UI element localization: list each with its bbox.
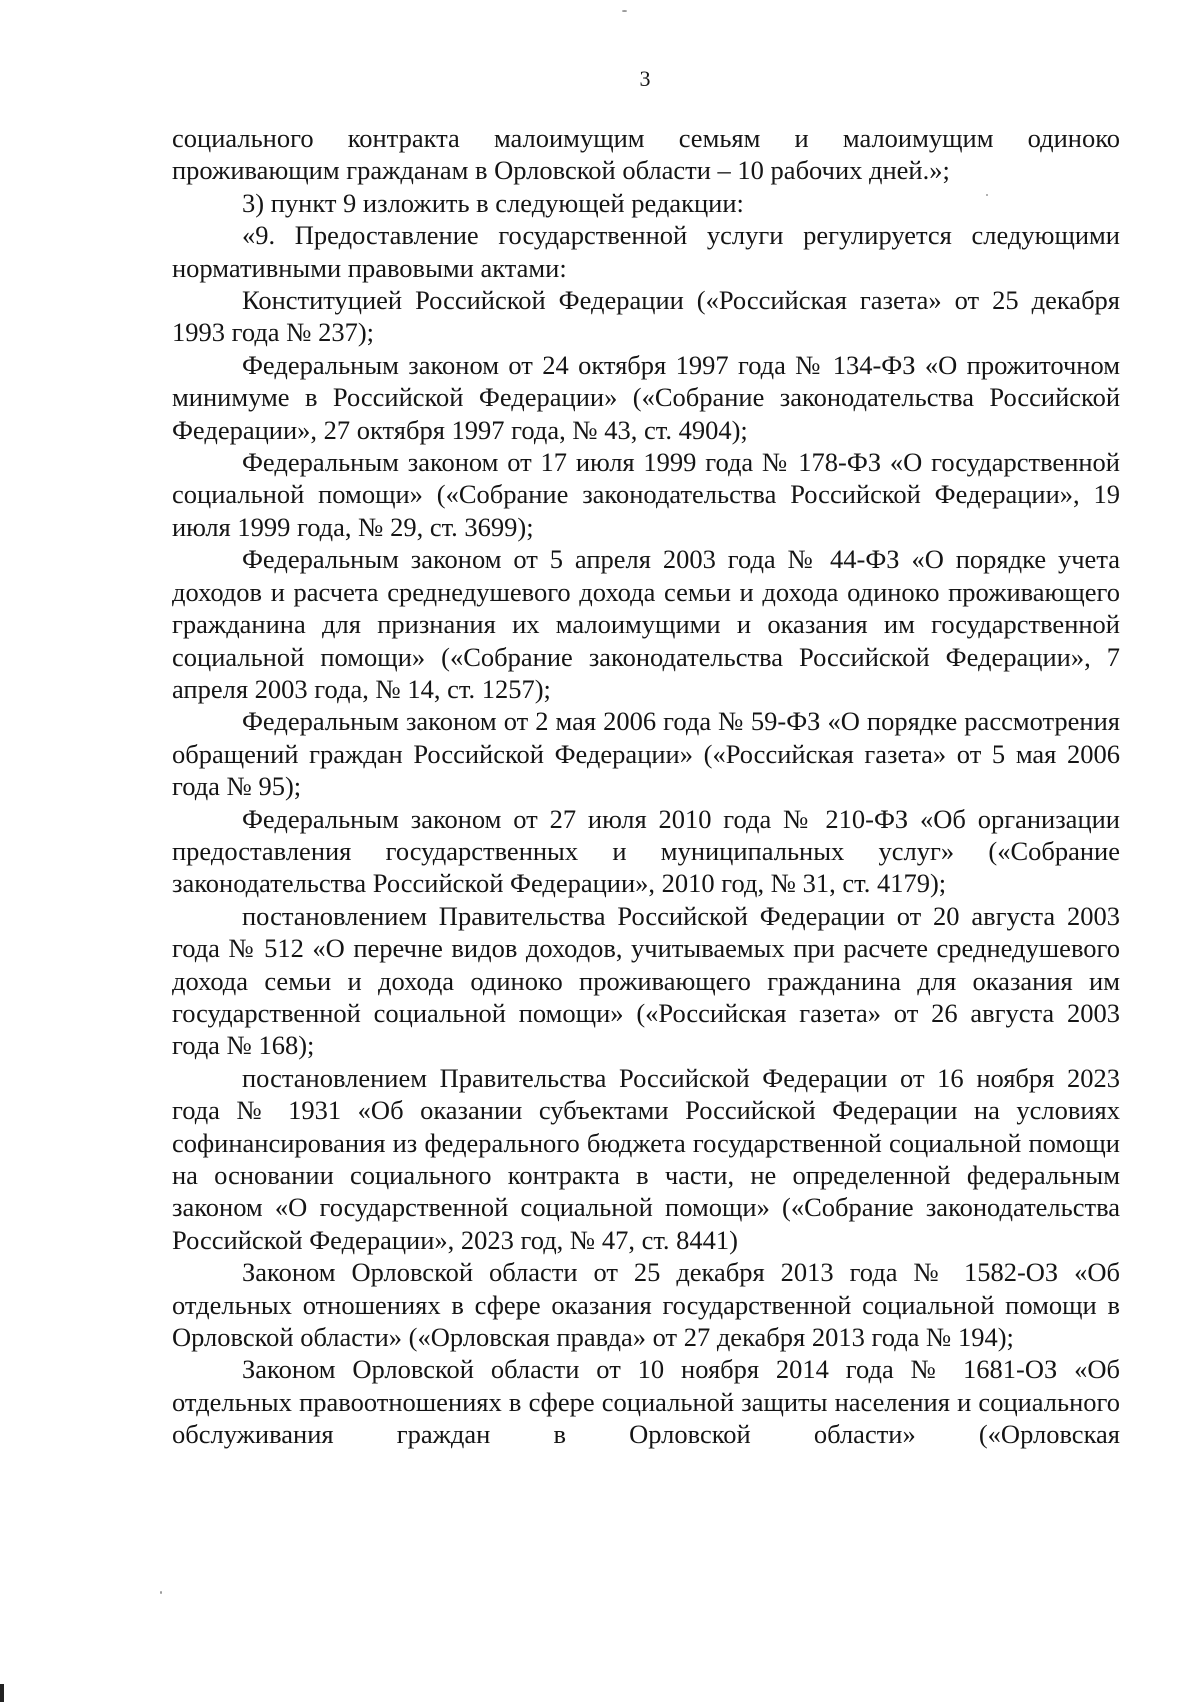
paragraph-1: социального контракта малоимущим семьям и малоимущим одиноко проживающим гражданам в Орловской области – 10 рабочих дней.»; [172, 123, 1120, 186]
paragraph-10: постановлением Правительства Российской Федерации от 20 августа 2003 года № 512 «О перечне видов доходов, учитываемых при расчете среднедушевого дохода семьи и дохода одиноко проживающего гражданина для оказания им государственной социальной помощи» («Российская газета» от 26 августа 2003 года № 168); [172, 900, 1120, 1061]
paragraph-8: Федеральным законом от 2 мая 2006 года № 59-ФЗ «О порядке рассмотрения обращений граждан Российской Федерации» («Российская газета» от 5 мая 2006 года № 95); [172, 706, 1120, 802]
paragraph-2: 3) пункт 9 изложить в следующей редакции: [242, 187, 744, 218]
document-body [172, 122, 1120, 1451]
paragraph-13: Законом Орловской области от 10 ноября 2014 года № 1681-ОЗ «Об отдельных правоотношениях в сфере социальной защиты населения и социального обслуживания граждан в Орловской области» («Орловская [172, 1354, 1120, 1450]
scan-edge-mark [0, 1684, 4, 1702]
paragraph-4: Конституцией Российской Федерации («Российская газета» от 25 декабря 1993 года № 237); [172, 285, 1120, 348]
paragraph-5: Федеральным законом от 24 октября 1997 года № 134-ФЗ «О прожиточном минимуме в Российской Федерации» («Собрание законодательства Российской Федерации», 27 октября 1997 года, № 43, ст. 4904); [172, 349, 1120, 445]
scan-speck [986, 194, 988, 196]
paragraph-6: Федеральным законом от 17 июля 1999 года № 178-ФЗ «О государственной социальной помощи» («Собрание законодательства Российской Федерации», 19 июля 1999 года, № 29, ст. 3699); [172, 447, 1120, 542]
paragraph-3: «9. Предоставление государственной услуги регулируется следующими нормативными правовыми актами: [172, 220, 1120, 283]
scan-speck [160, 1591, 162, 1594]
paragraph-9: Федеральным законом от 27 июля 2010 года № 210-ФЗ «Об организации предоставления государственных и муниципальных услуг» («Собрание законодательства Российской Федерации», 2010 год, № 31, ст. 4179); [172, 803, 1120, 899]
paragraph-7: Федеральным законом от 5 апреля 2003 года № 44-ФЗ «О порядке учета доходов и расчета среднедушевого дохода семьи и дохода одиноко проживающего гражданина для признания их малоимущими и оказания им государственной социальной помощи» («Собрание законодательства Российской Федерации», 7 апреля 2003 года, № 14, ст. 1257); [172, 544, 1120, 704]
page-number: 3 [639, 66, 651, 91]
paragraph-12: Законом Орловской области от 25 декабря 2013 года № 1582-ОЗ «Об отдельных отношениях в сфере оказания государственной социальной помощи в Орловской области» («Орловская правда» от 27 декабря 2013 года № 194); [172, 1257, 1120, 1353]
paragraph-11: постановлением Правительства Российской Федерации от 16 ноября 2023 года № 1931 «Об оказании субъектами Российской Федерации на условиях софинансирования из федерального бюджета государственной социальной помощи на основании социального контракта в части, не определенной федеральным законом «О государственной социальной помощи» («Собрание законодательства Российской Федерации», 2023 год, № 47, ст. 8441) [172, 1062, 1120, 1255]
scan-speck [622, 10, 627, 12]
